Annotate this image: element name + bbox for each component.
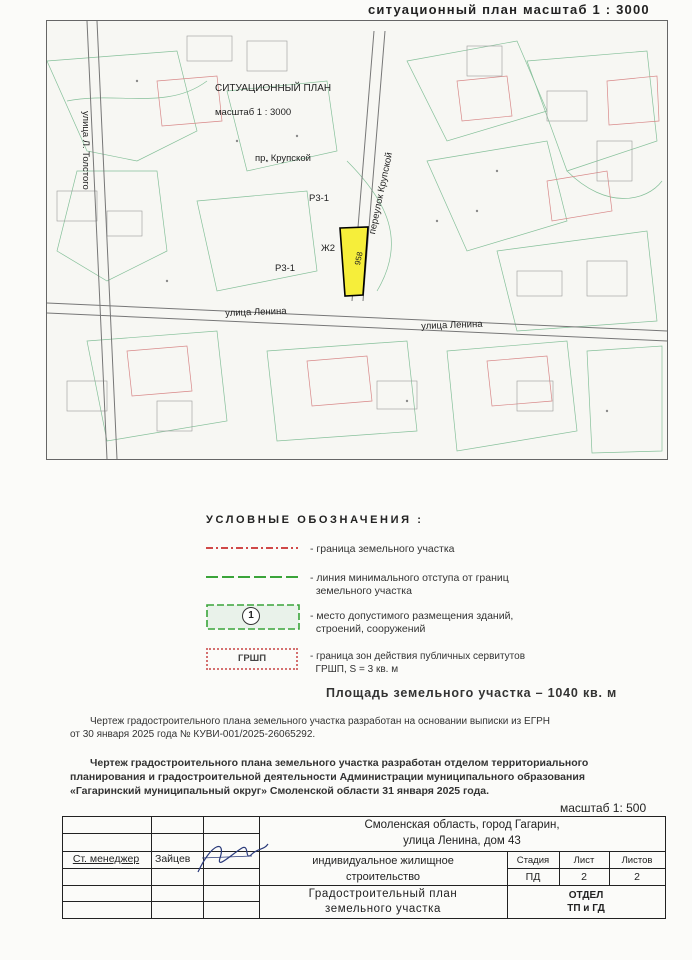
- sheets-value: 2: [634, 871, 640, 883]
- sheets-header: Листов: [621, 855, 653, 866]
- object-line1: индивидуальное жилищное: [312, 855, 454, 867]
- title-block: [62, 816, 666, 919]
- egrn-note-line1: Чертеж градостроительного плана земельного участка разработан на основании выписки из ЕГРН: [90, 716, 551, 727]
- address-line2: улица Ленина, дом 43: [403, 835, 521, 847]
- stage-header: Стадия: [516, 855, 550, 866]
- parcel-area: Площадь земельного участка – 1040 кв. м: [326, 686, 618, 700]
- situational-map: [46, 20, 668, 460]
- map-drawing: [47, 21, 667, 459]
- legend-building-zone-text: - место допустимого размещения зданий, строений, сооружений: [310, 610, 514, 635]
- address-line1: Смоленская область, город Гагарин,: [364, 819, 560, 831]
- legend-grsp-text: - граница зон действия публичных сервитутов ГРШП, S = 3 кв. м: [310, 651, 526, 675]
- dept-line1: ОТДЕЛ: [568, 890, 604, 901]
- dept-note-line3: «Гагаринский муниципальный округ» Смоленской области 31 января 2025 года.: [70, 785, 489, 797]
- sheet-header-title: ситуационный план масштаб 1 : 3000: [368, 2, 650, 17]
- person-cell: Зайцев: [155, 853, 191, 865]
- label-lenina-left: улица Ленина: [225, 305, 287, 319]
- legend-boundary-text: - граница земельного участка: [310, 543, 455, 555]
- grsp-symbol: ГРШП: [206, 648, 298, 670]
- scale-bottom: масштаб 1: 500: [560, 801, 647, 815]
- dept-note-line1: Чертеж градостроительного плана земельного участка разработан отделом территориального: [90, 757, 589, 769]
- dept-note-line2: планирования и градостроительной деятельности Администрации муниципального образования: [70, 771, 585, 783]
- role-cell: Ст. менеджер: [72, 853, 140, 865]
- label-zone-r3-lower: Р3-1: [275, 263, 296, 274]
- doc-title-line2: земельного участка: [324, 903, 442, 915]
- object-line2: строительство: [345, 871, 421, 883]
- map-scale: масштаб 1 : 3000: [215, 107, 292, 118]
- label-zone-r3-upper: Р3-1: [309, 193, 330, 204]
- label-street-tolstogo: улица Л. Толстого: [80, 111, 91, 190]
- dept-line2: ТП и ГД: [567, 903, 605, 914]
- egrn-note-line2: от 30 января 2025 года № КУВИ-001/2025-26065292.: [70, 729, 316, 740]
- label-zone-zh2: Ж2: [321, 243, 336, 254]
- legend-title: УСЛОВНЫЕ ОБОЗНАЧЕНИЯ :: [206, 514, 424, 526]
- signature: [192, 832, 272, 884]
- stage-value: ПД: [525, 871, 541, 883]
- sheet-header: Лист: [573, 855, 595, 866]
- label-pr-krupskoy: пр. Крупской: [255, 153, 311, 164]
- zone-number-circle: 1: [242, 607, 260, 625]
- label-lenina-right: улица Ленина: [421, 318, 483, 332]
- map-title: СИТУАЦИОННЫЙ ПЛАН: [215, 83, 332, 94]
- label-per-krupskoy: переулок Крупской: [367, 151, 396, 236]
- label-parcel-number: 958: [353, 250, 365, 266]
- doc-title-line1: Градостроительный план: [308, 888, 458, 900]
- red-contours: [127, 76, 659, 406]
- boundary-line-symbol: [206, 543, 298, 553]
- legend-setback-text: - линия минимального отступа от границ земельного участка: [310, 572, 509, 597]
- sheet-value: 2: [581, 871, 587, 883]
- setback-line-symbol: [206, 572, 298, 582]
